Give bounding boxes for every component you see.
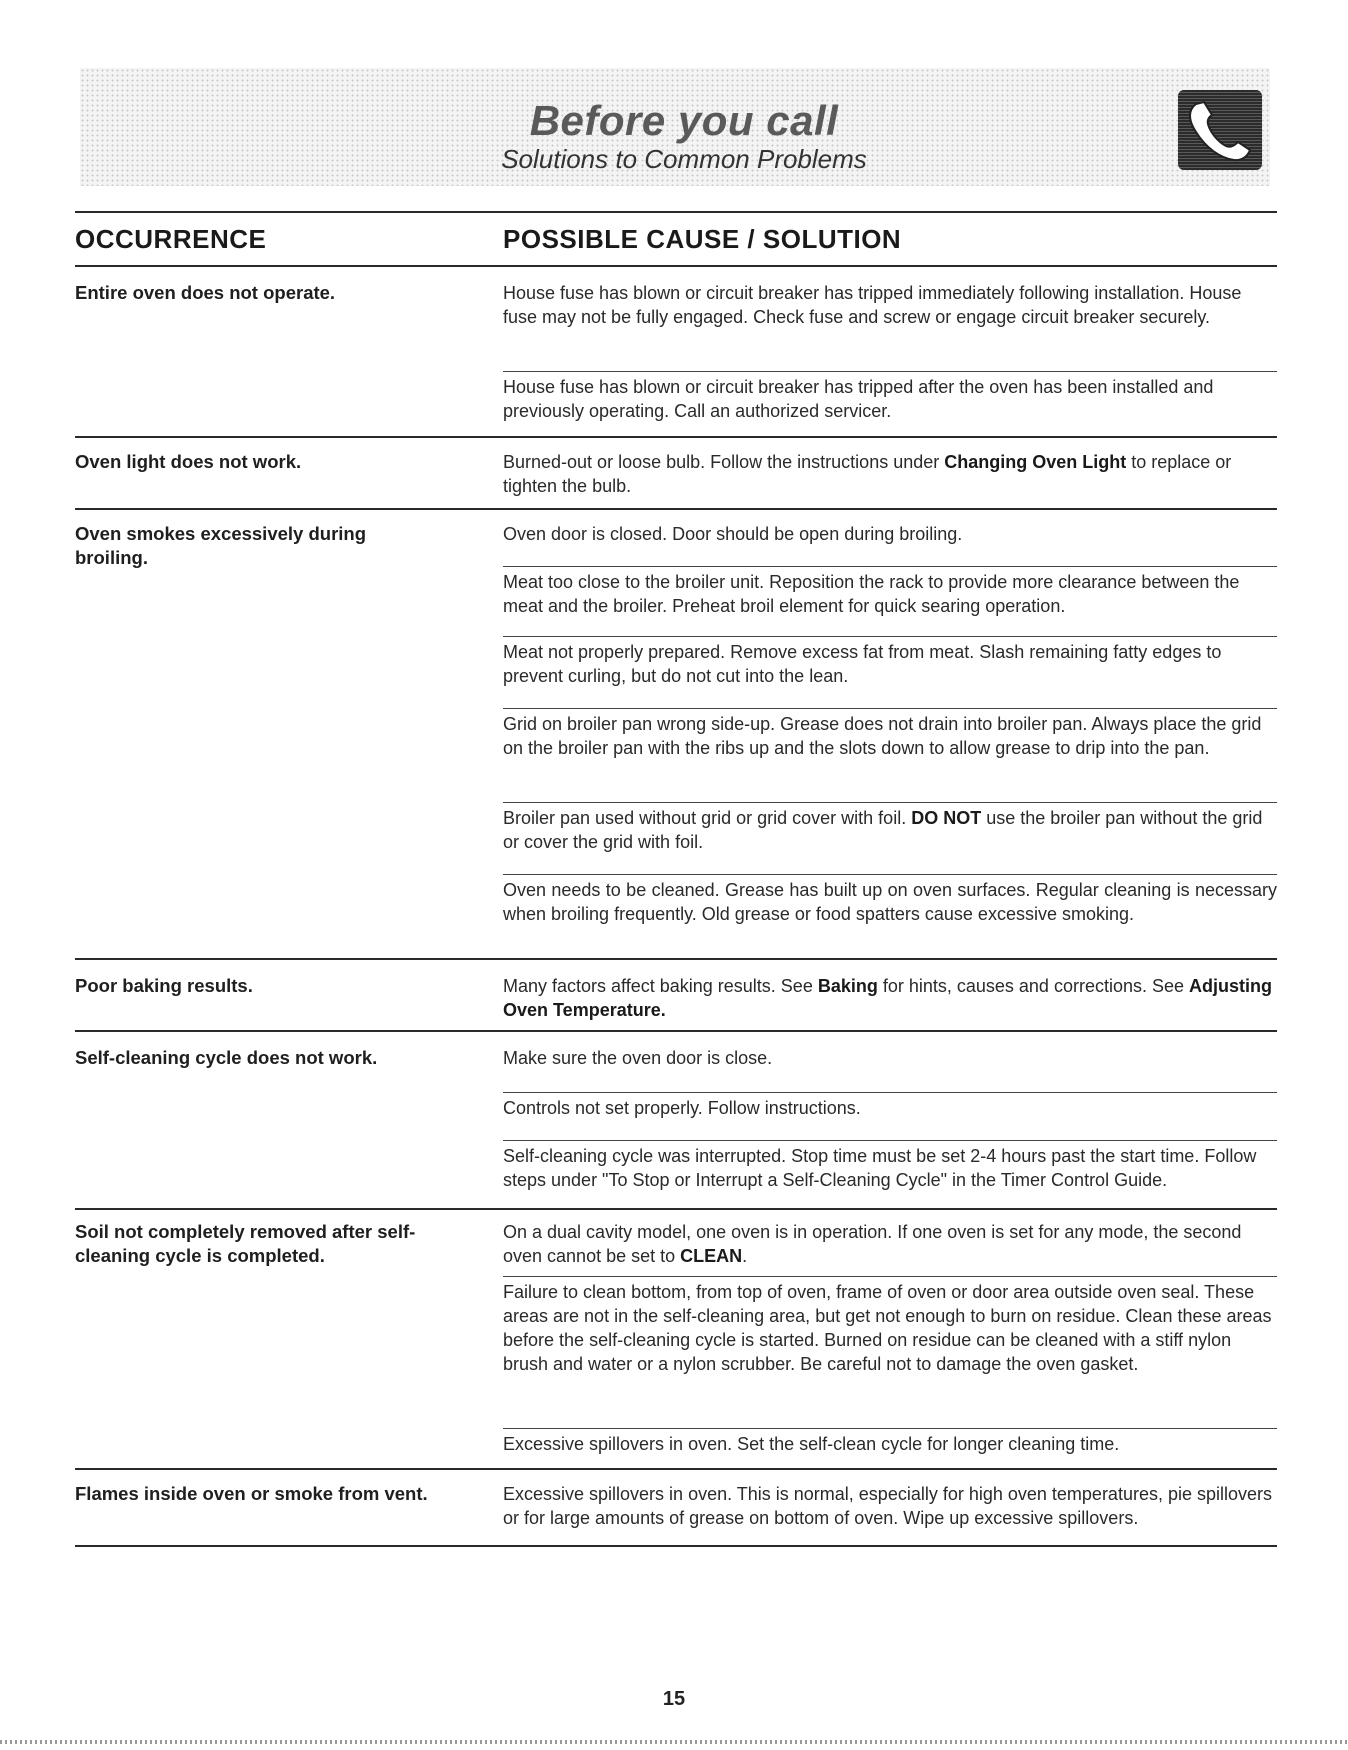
solution-text: Meat not properly prepared. Remove excess fat from meat. Slash remaining fatty edges to prevent curling, but do not cut into the lean. <box>503 642 1222 686</box>
solution-divider <box>503 1092 1277 1093</box>
solution-cell <box>503 1482 1277 1530</box>
solution-cell <box>503 878 1277 926</box>
solution-emphasis: CLEAN <box>680 1246 743 1266</box>
solution-cell <box>503 1144 1277 1192</box>
solution-emphasis: Changing Oven Light <box>944 452 1127 472</box>
solution-cell <box>503 712 1277 760</box>
solution-text: Self-cleaning cycle was interrupted. Stop time must be set 2-4 hours past the start time. Follow steps under "To Stop or Interrupt a Self-Cleaning Cycle" in the Timer Control Guide. <box>503 1146 1257 1190</box>
table-row <box>75 1470 1277 1547</box>
solution-divider <box>503 1140 1277 1141</box>
solution-emphasis: Adjusting Oven Temperature. <box>503 976 1273 1020</box>
solution-emphasis: Baking <box>817 976 878 996</box>
column-header-occurrence: OCCURRENCE <box>75 224 267 254</box>
occurrence-cell: Soil not completely removed after self-cleaning cycle is completed. <box>75 1221 416 1266</box>
page-subtitle: Solutions to Common Problems <box>501 144 867 174</box>
solution-cell <box>503 570 1277 618</box>
solution-cell <box>503 375 1277 423</box>
solution-text: . <box>742 1246 748 1266</box>
solution-text: to replace or tighten the bulb. <box>503 452 1232 496</box>
solution-divider <box>503 874 1277 875</box>
solution-text: Meat too close to the broiler unit. Reposition the rack to provide more clearance between the meat and the broiler. Preheat broil element for quick searing operation. <box>503 572 1240 616</box>
row-divider <box>75 1545 1277 1547</box>
solution-text: Failure to clean bottom, from top of oven, frame of oven or door area outside oven seal. These areas are not in the self-cleaning area, but get not enough to burn on residue. Clean these areas before the self-cleaning cycle is started. Burned on residue can be cleaned with a stiff nylon brush and water or a nylon scrubber. Be careful not to damage the oven gasket. <box>503 1282 1272 1374</box>
solution-divider <box>503 636 1277 637</box>
phone-receiver-icon <box>1178 90 1262 170</box>
solution-cell <box>503 806 1277 854</box>
solution-text: House fuse has blown or circuit breaker has tripped after the oven has been installed and previously operating. Call an authorized servicer. <box>503 377 1214 421</box>
table-row <box>75 267 1277 438</box>
solution-divider <box>503 1428 1277 1429</box>
solution-divider <box>503 708 1277 709</box>
solution-text: for hints, causes and corrections. See <box>877 976 1190 996</box>
solution-text: Broiler pan used without grid or grid cover with foil. <box>503 808 912 828</box>
bottom-border <box>0 1740 1348 1744</box>
table-row <box>75 1210 1277 1470</box>
solution-cell <box>503 1220 1277 1268</box>
solution-text: Oven needs to be cleaned. Grease has built up on oven surfaces. Regular cleaning is necessary when broiling frequently. Old grease or food spatters cause excessive smoking. <box>503 880 1277 924</box>
solution-text: House fuse has blown or circuit breaker has tripped immediately following installation. House fuse may not be fully engaged. Check fuse and screw or engage circuit breaker securely. <box>503 283 1242 327</box>
table-row <box>75 960 1277 1032</box>
occurrence-cell: Entire oven does not operate. <box>75 282 336 303</box>
solution-text: Make sure the oven door is close. <box>503 1048 773 1068</box>
solution-text: On a dual cavity model, one oven is in operation. If one oven is set for any mode, the second oven cannot be set to <box>503 1222 1242 1266</box>
solution-cell <box>503 1432 1277 1456</box>
solution-divider <box>503 1276 1277 1277</box>
page-number: 15 <box>662 1688 686 1710</box>
occurrence-cell: Self-cleaning cycle does not work. <box>75 1047 378 1068</box>
solution-text: use the broiler pan without the grid or cover the grid with foil. <box>503 808 1263 852</box>
solution-cell <box>503 522 1277 546</box>
solution-cell <box>503 974 1277 1022</box>
table-row <box>75 510 1277 960</box>
solution-text: Excessive spillovers in oven. Set the self-clean cycle for longer cleaning time. <box>503 1434 1120 1454</box>
solution-divider <box>503 802 1277 803</box>
solution-cell <box>503 281 1277 329</box>
solution-cell <box>503 1046 1277 1070</box>
column-header-solution: POSSIBLE CAUSE / SOLUTION <box>503 224 902 254</box>
solution-cell <box>503 1280 1277 1376</box>
solution-text: Oven door is closed. Door should be open during broiling. <box>503 524 963 544</box>
solution-text: Burned-out or loose bulb. Follow the instructions under <box>503 452 945 472</box>
solution-cell <box>503 1096 1277 1120</box>
occurrence-cell: Oven light does not work. <box>75 451 302 472</box>
table-row <box>75 1032 1277 1210</box>
solution-text: Grid on broiler pan wrong side-up. Grease does not drain into broiler pan. Always place the grid on the broiler pan with the ribs up and the slots down to allow grease to drip into the pan. <box>503 714 1262 758</box>
page-title: Before you call <box>529 97 839 144</box>
occurrence-cell: Oven smokes excessively during broiling. <box>75 523 367 568</box>
solution-text: Excessive spillovers in oven. This is normal, especially for high oven temperatures, pie spillovers or for large amounts of grease on bottom of oven. Wipe up excessive spillovers. <box>503 1484 1273 1528</box>
solution-cell <box>503 640 1277 688</box>
solution-divider <box>503 371 1277 372</box>
solution-emphasis: DO NOT <box>911 808 982 828</box>
solution-text: Many factors affect baking results. See <box>503 976 818 996</box>
solution-divider <box>503 566 1277 567</box>
table-row <box>75 438 1277 510</box>
solution-text: Controls not set properly. Follow instructions. <box>503 1098 861 1118</box>
occurrence-cell: Poor baking results. <box>75 975 253 996</box>
occurrence-cell: Flames inside oven or smoke from vent. <box>75 1483 428 1504</box>
header-top-rule <box>75 211 1277 213</box>
solution-cell <box>503 450 1277 498</box>
